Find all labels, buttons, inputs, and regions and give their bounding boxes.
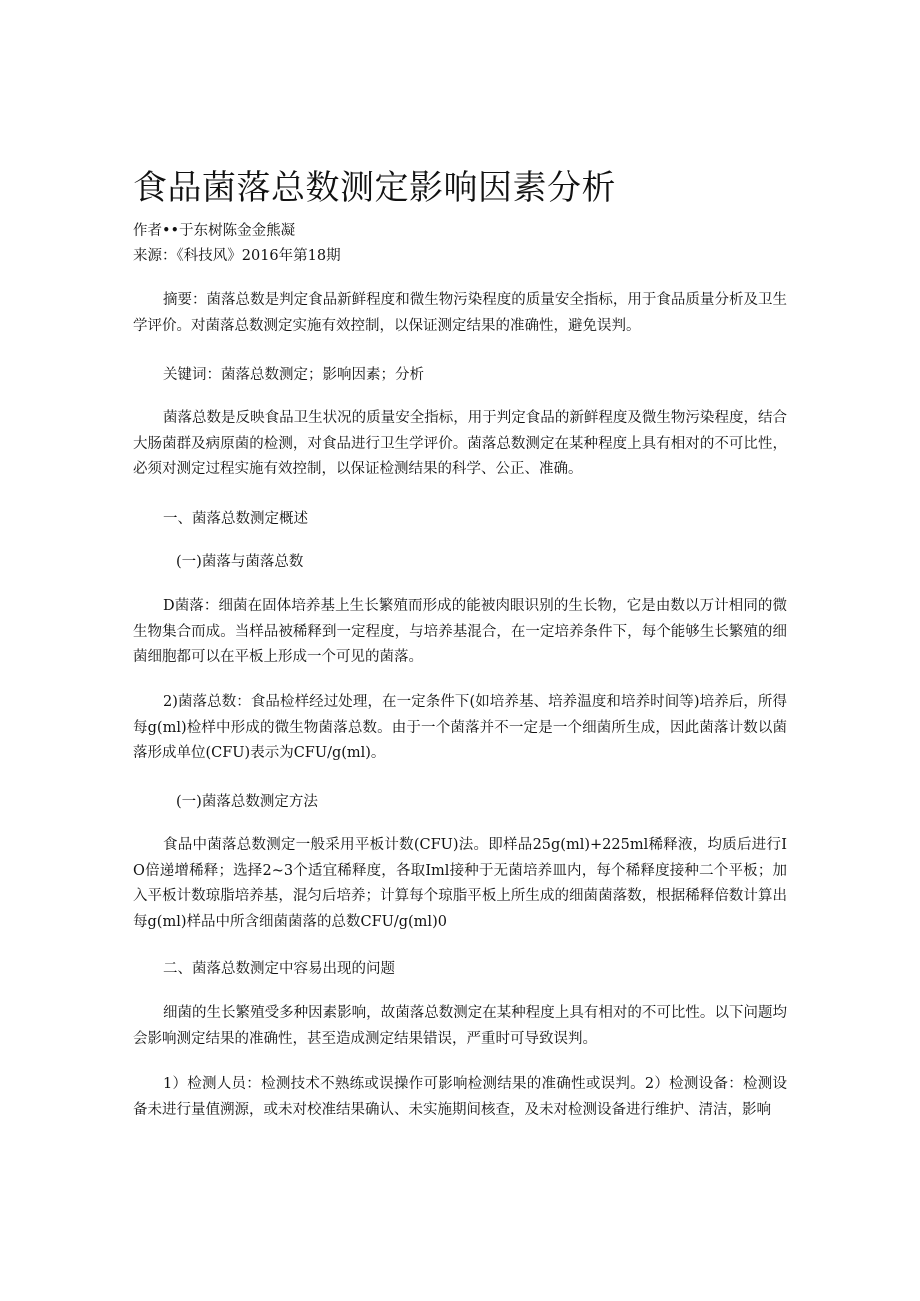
abstract-paragraph: 摘要：菌落总数是判定食品新鲜程度和微生物污染程度的质量安全指标，用于食品质量分析及卫生学评价。对菌落总数测定实施有效控制，以保证测定结果的准确性，避免误判。 (133, 292, 787, 334)
section-1-sub-2-paragraph-1: 食品中菌落总数测定一般采用平板计数(CFU)法。即样品25g(ml)+225ml稀释液，均质后进行IO倍递增稀释；选择2~3个适宜稀释度，各取Iml接种于无菌培养皿内，每个稀释度接种二个平板；加入平板计数琼脂培养基，混匀后培养；计算每个琼脂平板上所生成的细菌菌落数，根据稀释倍数计算出每g(ml)样品中所含细菌菌落的总数CFU/g(ml)0 (133, 837, 787, 930)
section-2-heading: 二、菌落总数测定中容易出现的问题 (163, 961, 395, 977)
section-1-sub-2-heading: (一)菌落总数测定方法 (176, 794, 318, 810)
section-2-paragraph-2: 1）检测人员：检测技术不熟练或误操作可影响检测结果的准确性或误判。2）检测设备：检测设备未进行量值溯源，或未对校准结果确认、未实施期间核查，及未对检测设备进行维护、清洁，影响 (133, 1076, 787, 1118)
intro-paragraph: 菌落总数是反映食品卫生状况的质量安全指标，用于判定食品的新鲜程度及微生物污染程度，结合大肠菌群及病原菌的检测，对食品进行卫生学评价。菌落总数测定在某种程度上具有相对的不可比性，必须对测定过程实施有效控制，以保证检测结果的科学、公正、准确。 (133, 410, 787, 477)
section-1-sub-1-heading: (一)菌落与菌落总数 (176, 554, 304, 570)
article-source: 来源：《科技风》2016年第18期 (133, 248, 341, 264)
article-title: 食品菌落总数测定影响因素分析 (133, 168, 616, 208)
article-author: 作者••于东树陈金金熊凝 (133, 223, 296, 239)
section-1-sub-1-paragraph-1: D菌落：细菌在固体培养基上生长繁殖而形成的能被肉眼识别的生长物，它是由数以万计相同的微生物集合而成。当样品被稀释到一定程度，与培养基混合，在一定培养条件下，每个能够生长繁殖的细菌细胞都可以在平板上形成一个可见的菌落。 (133, 598, 787, 665)
section-1-heading: 一、菌落总数测定概述 (163, 511, 308, 527)
section-1-sub-1-paragraph-2: 2)菌落总数：食品检样经过处理，在一定条件下(如培养基、培养温度和培养时间等)培养后，所得每g(ml)检样中形成的微生物菌落总数。由于一个菌落并不一定是一个细菌所生成，因此菌落计数以菌落形成单位(CFU)表示为CFU/g(ml)。 (133, 694, 787, 761)
keywords-line: 关键词：菌落总数测定；影响因素；分析 (163, 367, 424, 383)
section-2-paragraph-1: 细菌的生长繁殖受多种因素影响，故菌落总数测定在某种程度上具有相对的不可比性。以下问题均会影响测定结果的准确性，甚至造成测定结果错误，严重时可导致误判。 (133, 1005, 787, 1047)
